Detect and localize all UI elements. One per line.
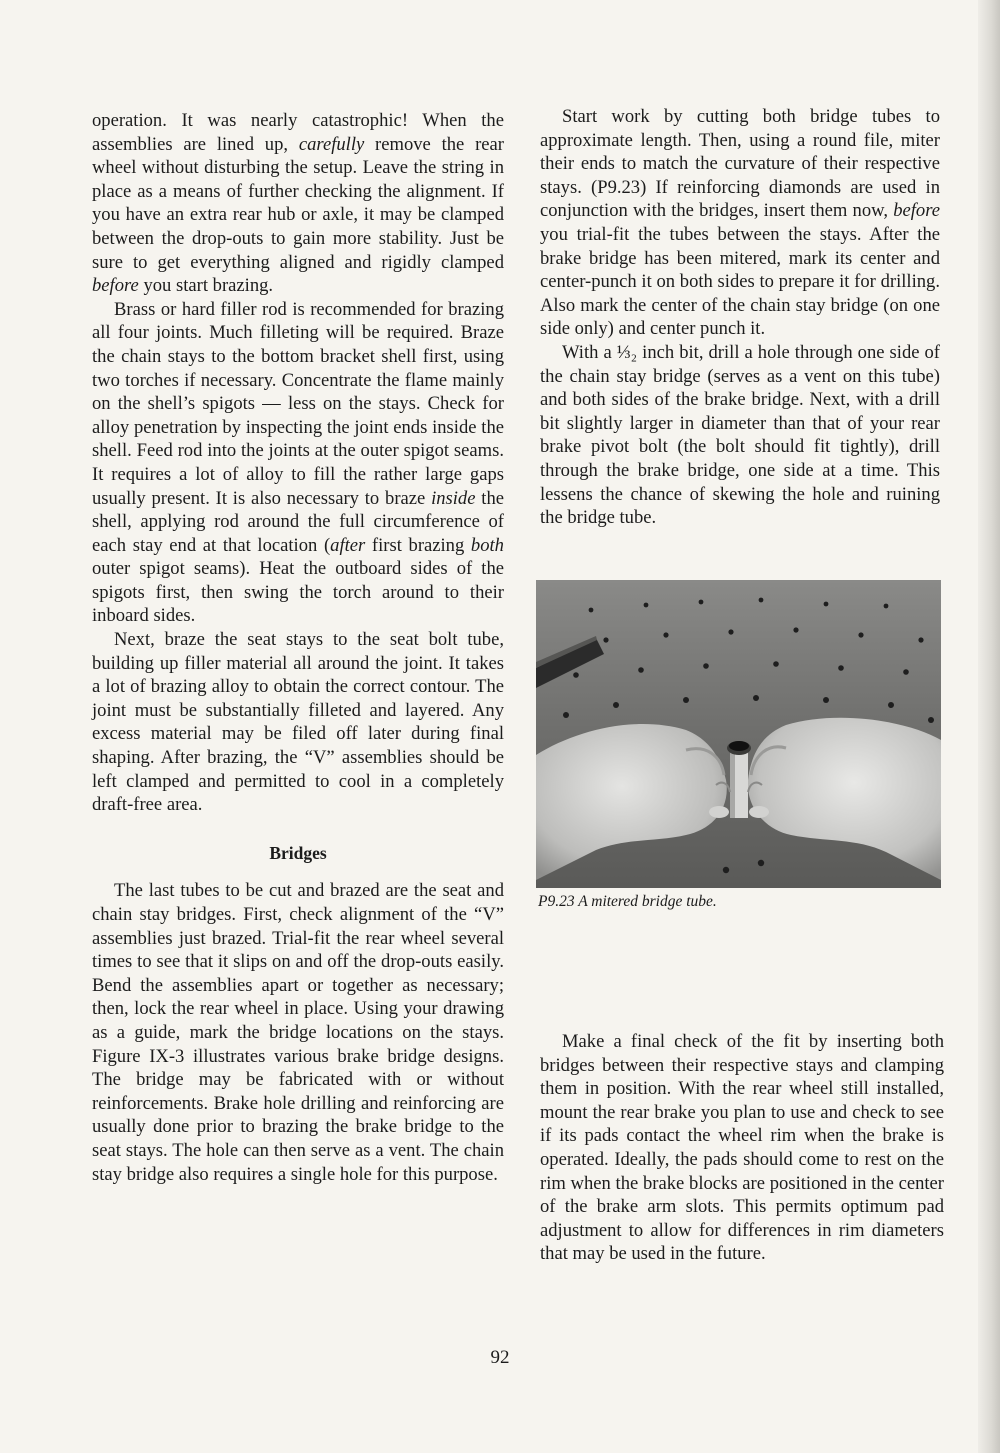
paragraph-filler-rod: Brass or hard filler rod is recommended for brazing all four joints. Much filleting will be required. Braze the chain stays to the bottom bracket shell first, using two torches if necessary. Concentrate the flame mainly on the shell’s spigots — less on the stays. Check for alloy penetration by inspecting the joint ends inside the shell. Feed rod into the joints at the outer spigot seams. It requires a lot of alloy to fill the rather large gaps usually present. It is also necessary to braze inside the shell, applying rod around the full circumference of each stay end at that location (after first brazing both outer spigot seams). Heat the outboard sides of the spigots first, then swing the torch around to their inboard sides.: [92, 298, 504, 627]
photo-mitered-bridge-tube: [536, 580, 941, 888]
left-column: [92, 109, 504, 1186]
section-heading-bridges: Bridges: [269, 842, 327, 863]
paragraph-drilling: With a ⅓₂ inch bit, drill a hole through one side of the chain stay bridge (serves as a vent on this tube) and both sides of the brake bridge. Next, with a drill bit slightly larger in diameter than that of your rear brake pivot bolt (the bolt should fit tightly), drill through the brake bridge, one side at a time. This lessens the chance of skewing the hole and ruining the bridge tube.: [540, 341, 940, 529]
paragraph-seat-stays: Next, braze the seat stays to the seat bolt tube, building up filler material all around the joint. It takes a lot of brazing alloy to obtain the correct contour. The joint must be substantially filleted and layered. Any excess material may be filed off later during final shaping. After brazing, the “V” assemblies should be left clamped and permitted to cool in a completely draft-free area.: [92, 629, 504, 816]
page-number: 92: [490, 1347, 510, 1368]
paragraph-bridges-intro: The last tubes to be cut and brazed are the seat and chain stay bridges. First, check alignment of the “V” assemblies just brazed. Trial-fit the rear wheel several times to see that it slips on and off the drop-outs easily. Bend the assemblies apart or together as necessary; then, lock the rear wheel in place. Using your drawing as a guide, mark the bridge locations on the stays. Figure IX-3 illustrates various brake bridge designs. The bridge may be fabricated with or without reinforcements. Brake hole drilling and reinforcing are usually done prior to brazing the brake bridge to the seat stays. The hole can then serve as a vent. The chain stay bridge also requires a single hole for this purpose.: [92, 880, 504, 1185]
paragraph-cutting-bridges: Start work by cutting both bridge tubes to approximate length. Then, using a round file, miter their ends to match the curvature of their respective stays. (P9.23) If reinforcing diamonds are used in conjunction with the bridges, insert them now, before you trial-fit the tubes between the stays. After the brake bridge has been mitered, mark its center and center-punch it on both sides to prepare it for drilling. Also mark the center of the chain stay bridge (on one side only) and center punch it.: [540, 106, 940, 340]
right-column-top: [540, 105, 940, 530]
page-edge-shadow: [978, 0, 1000, 1453]
paragraph-final-check: Make a final check of the fit by inserting both bridges between their respective stays and clamping them in position. With the rear wheel still installed, mount the rear brake you plan to use and check to see if its pads contact the wheel rim when the brake is operated. Ideally, the pads should come to rest on the rim when the brake blocks are positioned in the center of the brake arm slots. This permits optimum pad adjustment to allow for differences in rim diameters that may be used in the future.: [540, 1031, 944, 1265]
right-column-bottom: [540, 1030, 944, 1266]
paragraph-brazing-setup: operation. It was nearly catastrophic! When the assemblies are lined up, carefully remove the rear wheel without disturbing the setup. Leave the string in place as a means of further checking the alignment. If you have an extra rear hub or axle, it may be clamped between the drop-outs to gain more stability. Just be sure to get everything aligned and rigidly clamped before you start brazing.: [92, 110, 504, 297]
figure-caption: P9.23 A mitered bridge tube.: [538, 893, 717, 910]
